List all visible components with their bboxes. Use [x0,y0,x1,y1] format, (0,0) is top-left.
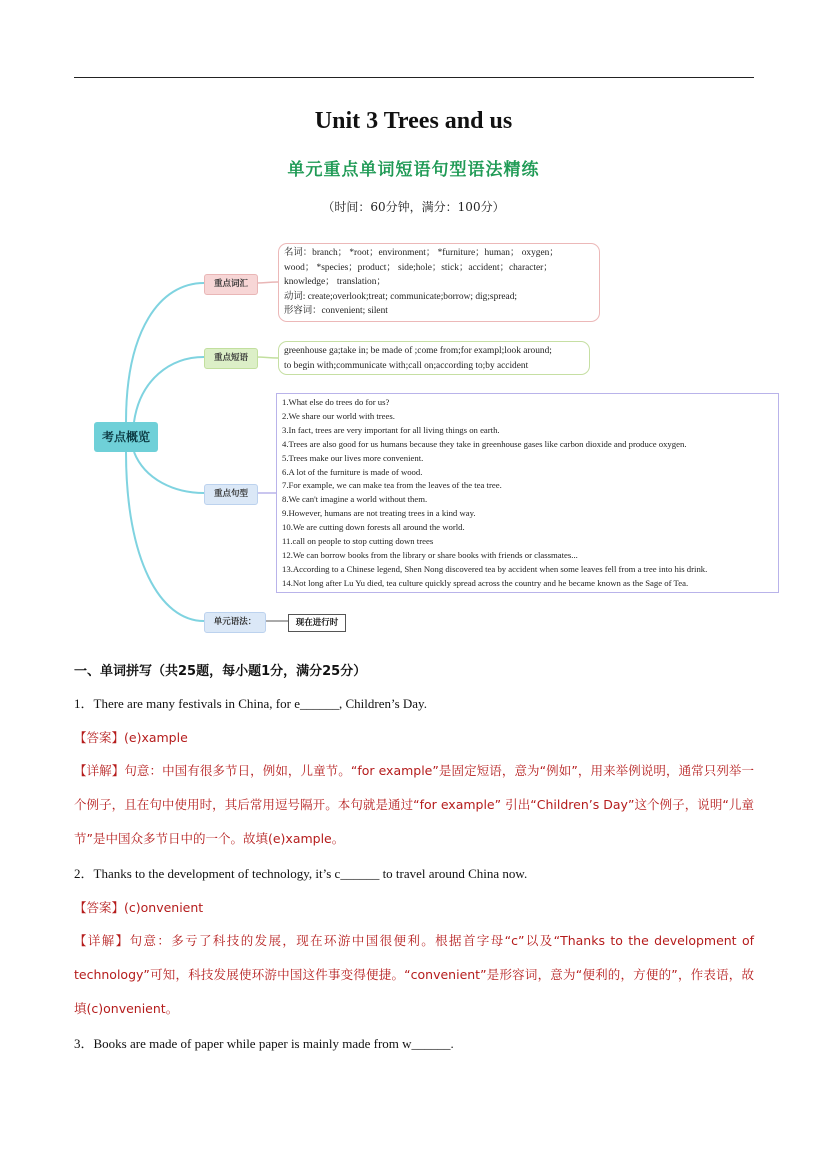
phrase-line: to begin with;communicate with;call on;according to;by accident [284,360,529,371]
vocab-box [278,243,600,322]
grammar-value: 现在进行时 [288,614,346,632]
branch-vocab: 重点词汇 [204,274,258,295]
sentence-line: 12.We can borrow books from the library or share books with friends or classmates... [282,549,578,560]
time-info: （时间：60分钟，满分：100分） [322,200,505,214]
sentence-line: 6.A lot of the furniture is made of wood. [282,466,423,477]
connector-grammar [126,452,204,621]
vocab-line: 名词：branch； *root；environment； *furniture；human； oxygen； [284,248,559,258]
vocab-line: 形容词：convenient; silent [284,306,388,317]
phrase-line: greenhouse ga;take in; be made of ;come from;for exampl;look around; [284,346,552,356]
sentence-line: 10.We are cutting down forests all around the world. [282,522,465,533]
page-title: Unit 3 Trees and us [314,108,513,134]
sentence-line: 8.We can't imagine a world without them. [282,494,428,505]
sentence-line: 11.call on people to stop cutting down trees [282,536,434,547]
section-heading: 一、单词拼写（共25题，每小题1分，满分25分） [74,664,367,679]
sentences-box [276,393,779,593]
sentence-line: 13.According to a Chinese legend, Shen Nong discovered tea by accident when some leaves fell from a tree into his drink. [282,563,708,574]
branch-sentences: 重点句型 [204,484,258,505]
sentence-line: 3.In fact, trees are very important for all living things on earth. [282,424,500,435]
vocab-line: 动词: create;overlook;treat; communicate;borrow; dig;spread; [284,291,517,302]
mindmap-center: 考点概览 [94,422,158,452]
phrases-box [278,341,590,375]
sentence-line: 9.However, humans are not treating trees in a kind way. [282,508,476,519]
sentence-line: 1.What else do trees do for us? [282,397,390,407]
detail-2: 【详解】句意：多亏了科技的发展，现在环游中国很便利。根据首字母“c”以及“Thanks to the development of technology”可知，科技发展使环游中国这件事变得便捷。“convenient”是形容词，意为“便利的，方便的”，作表语，故填(c)onvenient。 [74,933,754,1016]
sentence-line: 14.Not long after Lu Yu died, tea culture quickly spread across the country and he became known as the Sage of Tea. [282,577,689,588]
sentence-line: 7.For example, we can make tea from the leaves of the tea tree. [282,480,502,491]
branch-phrases: 重点短语 [204,348,258,369]
connector-phrases [134,357,204,422]
connector-sentences [134,452,204,493]
branch-grammar: 单元语法： [204,612,266,633]
answer-2: 【答案】(c)onvenient [74,900,204,915]
detail-1: 【详解】句意：中国有很多节日，例如，儿童节。“for example”是固定短语，意为“例如”，用来举例说明，通常只列举一个例子，且在句中使用时，其后常用逗号隔开。本句就是通过“for example” 引出“Children’s Day”这个例子，说明“儿童节”是中国众多节日中的一个。故填(e)xample。 [74,763,754,846]
page-subtitle: 单元重点单词短语句型语法精练 [287,160,540,180]
answer-1: 【答案】(e)xample [74,730,188,745]
sentence-line: 5.Trees make our lives more convenient. [282,452,424,463]
sentence-line: 2.We share our world with trees. [282,410,395,421]
sentence-line: 4.Trees are also good for us humans because they take in greenhouse gases like carbon dioxide and produce oxygen. [282,438,687,449]
question-1: 1．There are many festivals in China, for e______, Children’s Day. [74,696,427,711]
question-3: 3．Books are made of paper while paper is mainly made from w______. [74,1036,454,1051]
question-2: 2．Thanks to the development of technology, it’s c______ to travel around China now. [74,866,528,881]
connector-vocab [126,283,204,422]
vocab-line: knowledge； translation； [284,277,386,288]
vocab-line: wood； *species；product； side;hole；stick；accident；character； [284,262,553,273]
